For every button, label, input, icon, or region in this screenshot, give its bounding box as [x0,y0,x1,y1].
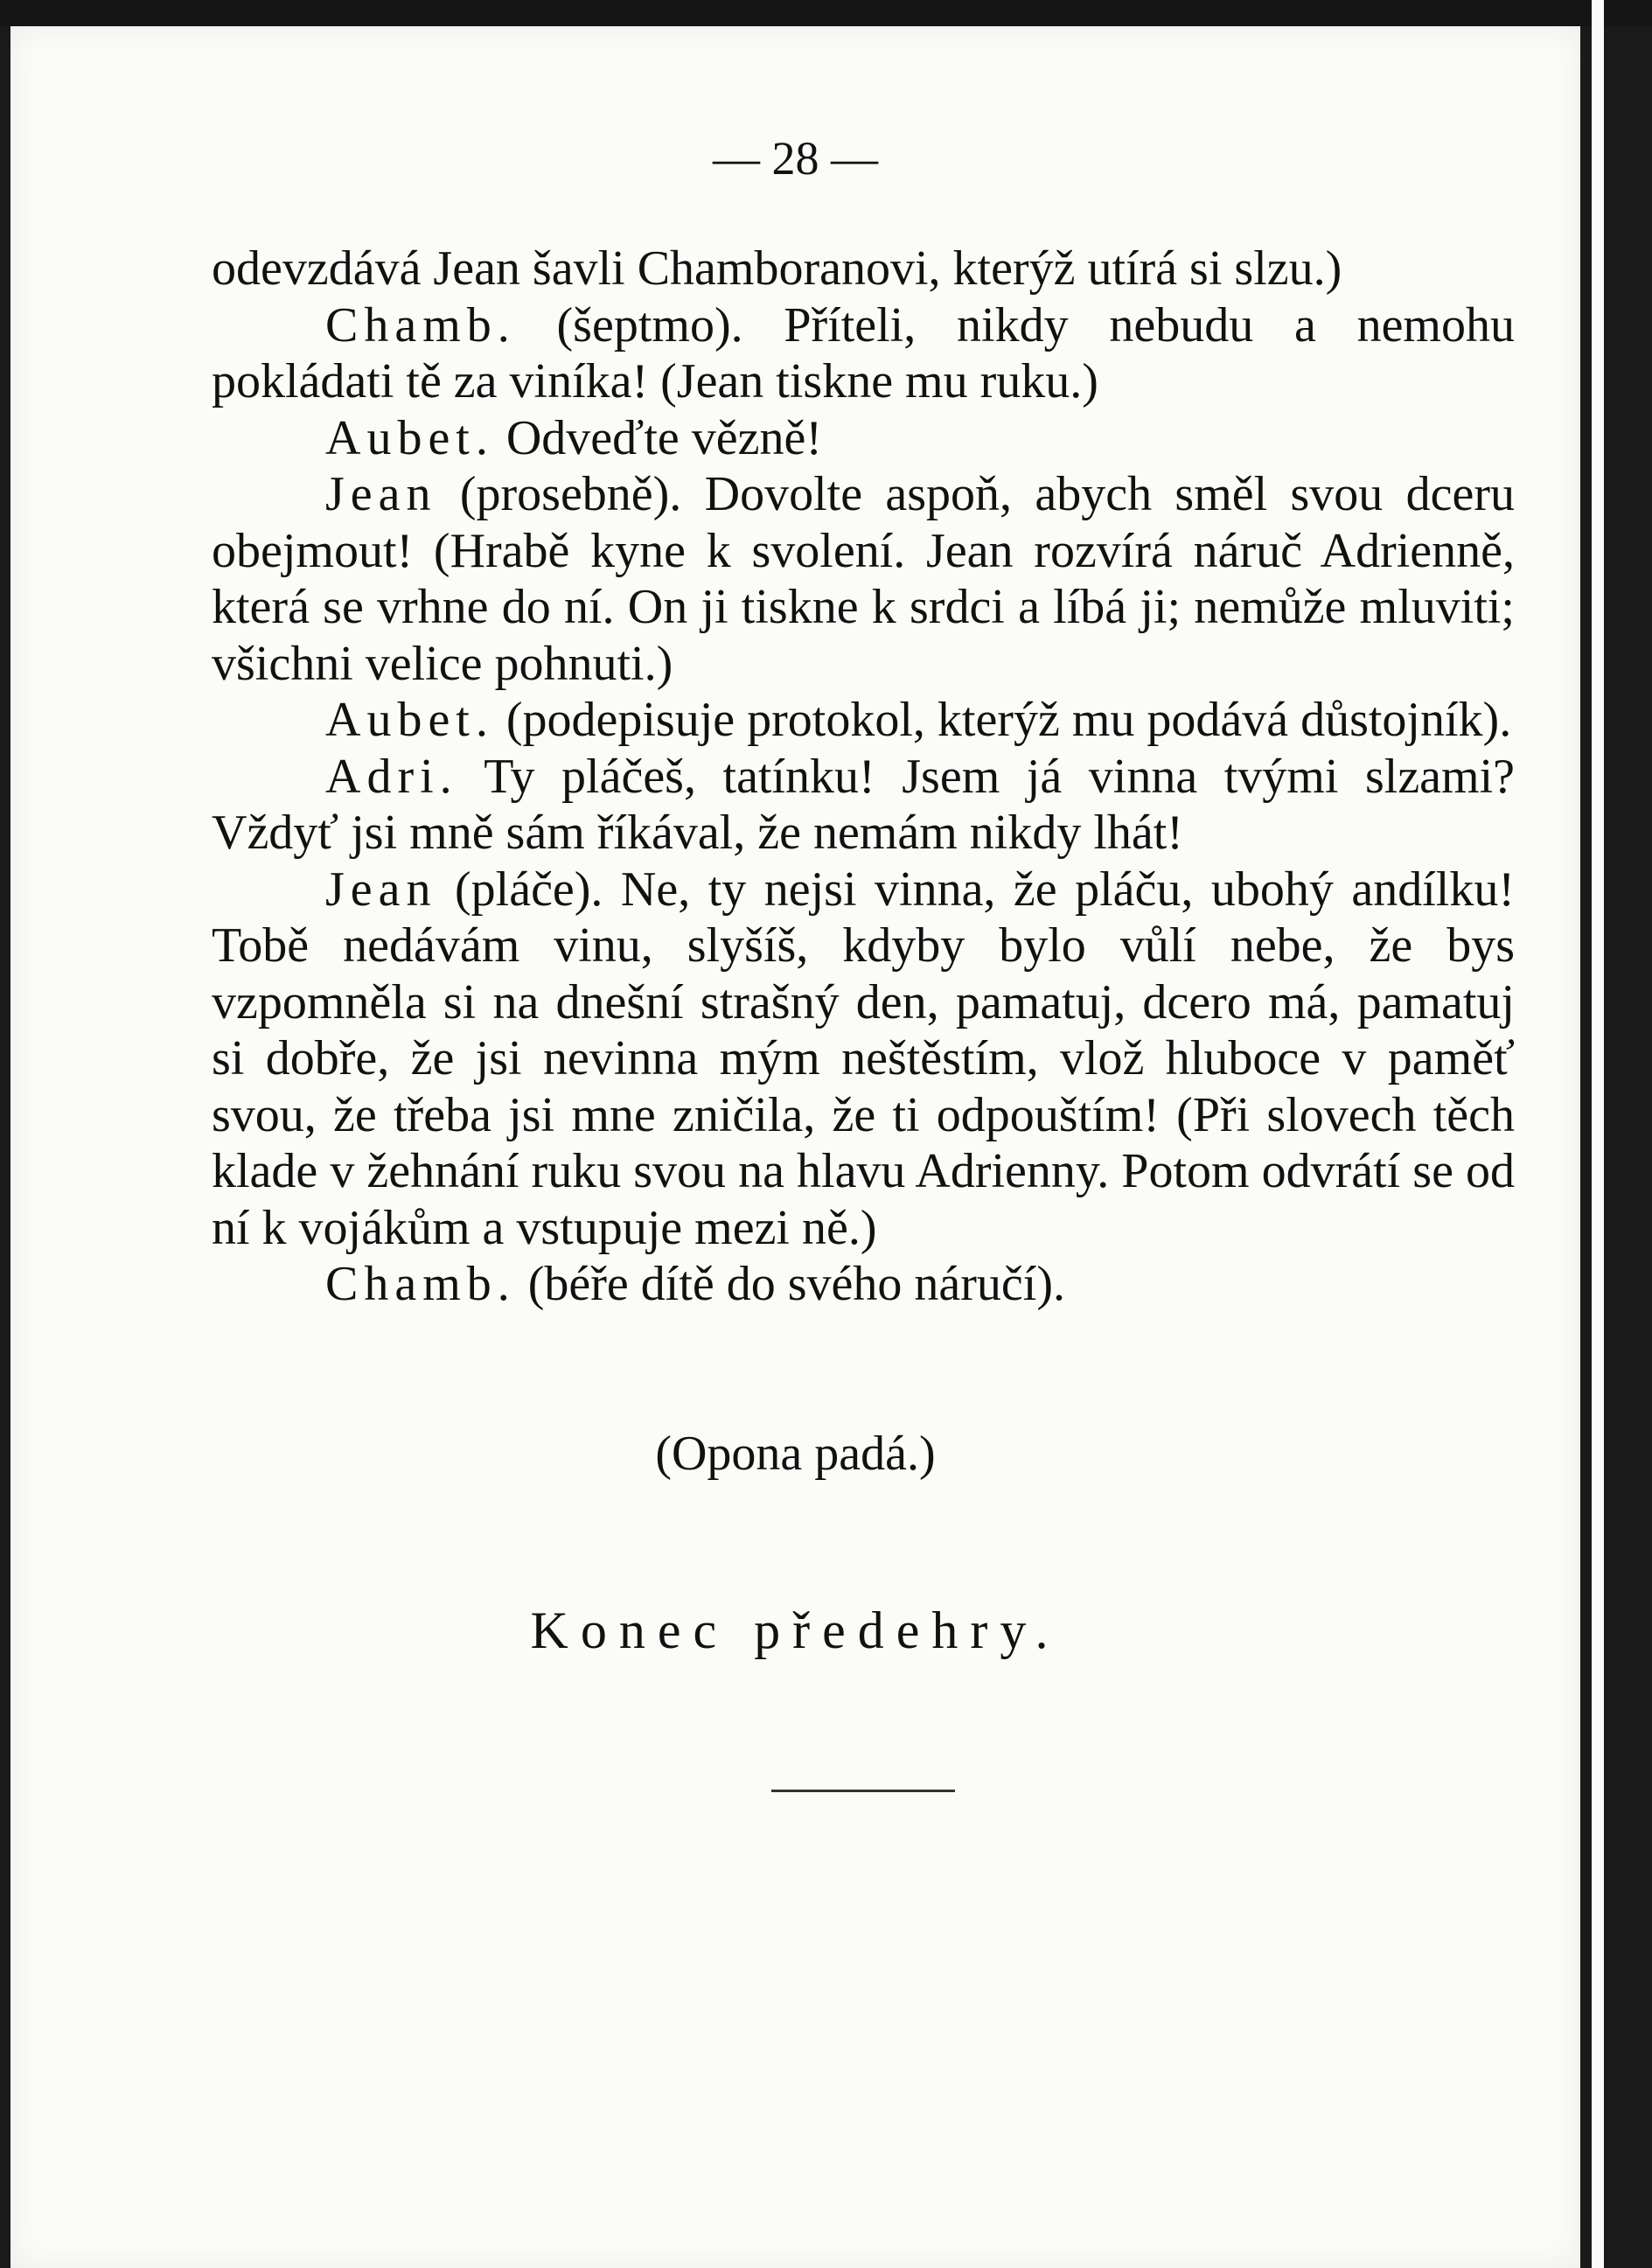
paragraph-text: (béře dítě do svého náručí). [515,1257,1065,1311]
paragraph [212,749,1515,862]
speaker-name: Jean [325,862,437,917]
end-of-prologue: Konec předehry. [530,1602,1061,1659]
speaker-name: Chamb. [325,1257,516,1311]
speaker-name: Adri. [325,749,458,804]
stage-direction-curtain: (Opona padá.) [655,1427,936,1481]
paragraph-text: Ty pláčeš, tatínku! Jsem já vinna tvými slzami? Vždyť jsi mně sám říkával, že nemám nikdy lhát! [212,749,1515,860]
paragraph [212,241,1515,297]
closing-rule [771,1790,955,1792]
paragraph-text: (pláče). Ne, ty nejsi vinna, že pláču, ubohý andílku! Tobě nedávám vinu, slyšíš, kdyby bylo vůlí nebe, že bys vzpomněla si na dnešní strašný den, pamatuj, dcero má, pamatuj si dobře, že jsi nevinna mým neštěstím, vlož hluboce v paměť svou, že třeba jsi mne zničila, že ti odpouštím! (Při slovech těch klade v žehnání ruku svou na hlavu Adrienny. Potom odvrátí se od ní k vojákům a vstupuje mezi ně.) [212,862,1515,1255]
paragraph [212,466,1515,692]
paragraph-text: (podepisuje protokol, kterýž mu podává důstojník). [493,693,1512,747]
play-text [212,241,1515,1313]
paragraph-text: (prosebně). Dovolte aspoň, abych směl svou dceru obejmout! (Hrabě kyne k svolení. Jean rozvírá náruč Adrienně, která se vrhne do ní. On ji tiskne k srdci a líbá ji; nemůže mluviti; všichni velice pohnuti.) [212,467,1515,691]
paragraph [212,297,1515,410]
paragraph-text: Odveďte vězně! [493,410,822,465]
paragraph-text: (šeptmo). Příteli, nikdy nebudu a nemohu pokládati tě za viníka! (Jean tiskne mu ruku.) [212,297,1515,408]
speaker-name: Aubet. [325,693,494,747]
page-number: — 28 — [713,132,878,185]
scan-right-border [1592,0,1604,2268]
scan-top-border [0,0,1652,26]
speaker-name: Chamb. [325,297,516,352]
paragraph [212,410,1515,467]
book-page [10,26,1580,2268]
paragraph [212,1256,1515,1313]
paragraph [212,692,1515,749]
speaker-name: Aubet. [325,410,494,465]
paragraph-text: odevzdává Jean šavli Chamboranovi, kterýž utírá si slzu.) [212,241,1342,296]
paragraph [212,862,1515,1257]
speaker-name: Jean [325,467,437,521]
